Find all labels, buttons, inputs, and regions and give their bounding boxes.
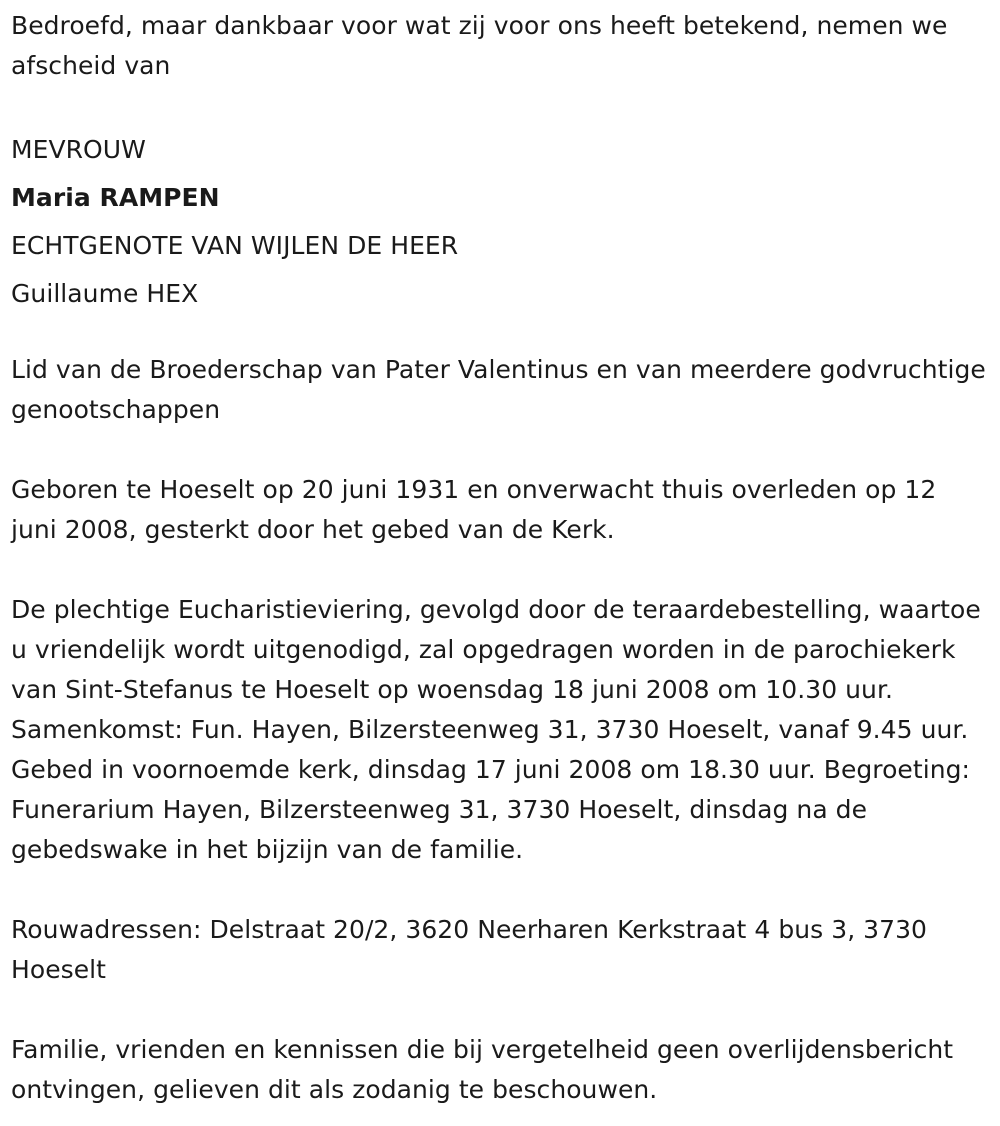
deceased-name: Maria RAMPEN: [11, 183, 220, 212]
life-dates-text: Geboren te Hoeselt op 20 juni 1931 en onverwacht thuis overleden op 12 juni 2008, gesterkt door het gebed van de Kerk.: [11, 475, 937, 544]
membership-text: Lid van de Broederschap van Pater Valentinus en van meerdere godvruchtige genootschappen: [11, 355, 986, 424]
addresses-text: Rouwadressen: Delstraat 20/2, 3620 Neerharen Kerkstraat 4 bus 3, 3730 Hoeselt: [11, 915, 928, 984]
honorific: MEVROUW: [11, 135, 146, 164]
closing-text: Familie, vrienden en kennissen die bij vergetelheid geen overlijdensbericht ontvingen, gelieven dit als zodanig te beschouwen.: [11, 1035, 954, 1104]
intro-text: Bedroefd, maar dankbaar voor wat zij voor ons heeft betekend, nemen we afscheid van: [11, 11, 948, 80]
ceremony-text: De plechtige Eucharistieviering, gevolgd door de teraardebestelling, waartoe u vriendelijk wordt uitgenodigd, zal opgedragen worden in de parochiekerk van Sint-Stefanus te Hoeselt op woensdag 18 juni 2008 om 10.30 uur. Samenkomst: Fun. Hayen, Bilzersteenweg 31, 3730 Hoeselt, vanaf 9.45 uur. Gebed in voornoemde kerk, dinsdag 17 juni 2008 om 18.30 uur. Begroeting: Funerarium Hayen, Bilzersteenweg 31, 3730 Hoeselt, dinsdag na de gebedswake in het bijzijn van de familie.: [11, 595, 981, 864]
deceased-header: [11, 126, 986, 318]
relation-text: ECHTGENOTE VAN WIJLEN DE HEER: [11, 231, 459, 260]
spouse-name: Guillaume HEX: [11, 279, 199, 308]
